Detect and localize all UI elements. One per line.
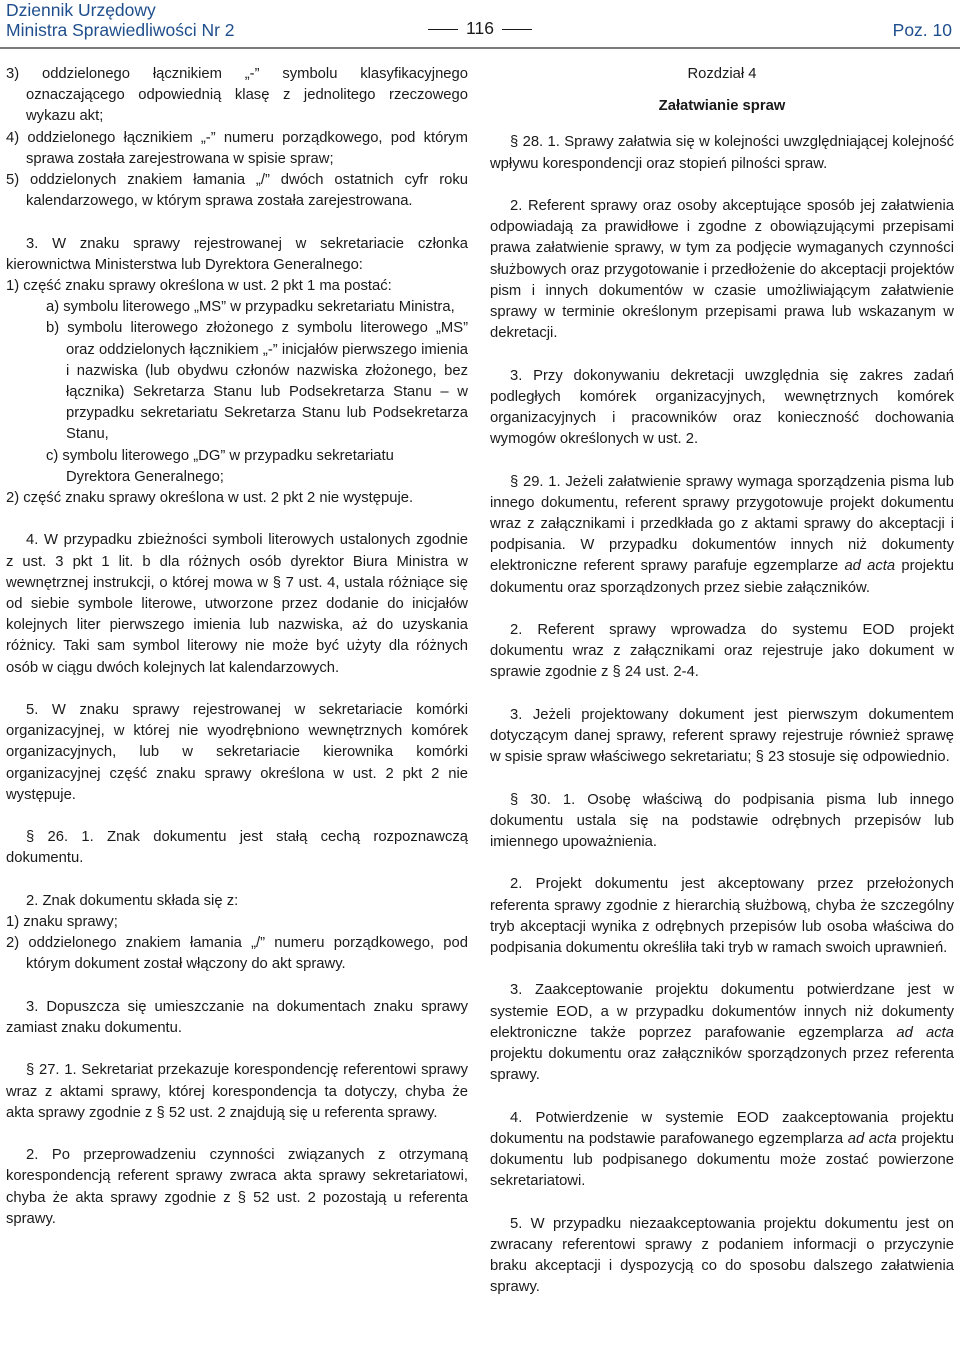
- journal-line-2: Ministra Sprawiedliwości Nr 2: [6, 20, 235, 40]
- lit-c: c) symbolu literowego „DG” w przypadku sekretariatu: [46, 447, 394, 464]
- chapter-title: Załatwianie spraw: [658, 98, 786, 115]
- page-number: 116: [466, 18, 494, 38]
- dash-left: [428, 29, 458, 30]
- par-27-2: 2. Po przeprowadzeniu czynności związanych z otrzymaną korespondencją referent sprawy zwraca akta sprawy sekretariatowi, chyba że akta sprawy zgodnie z § 52 ust. 2 pozostają u referenta sprawy.: [6, 1147, 468, 1227]
- par-26-2-pkt-2: 2) oddzielonego znakiem łamania „/” numeru porządkowego, pod którym dokument został włączony do akt sprawy.: [6, 935, 468, 973]
- par-29-1: [490, 472, 954, 599]
- par-30-1: § 30. 1. Osobę właściwą do podpisania pisma lub innego dokumentu ustala się na podstawie odrębnych przepisów lub imiennego upoważnienia.: [490, 791, 954, 851]
- par-29-1-text-a: § 29. 1. Jeżeli załatwienie sprawy wymaga sporządzenia pisma lub innego dokumentu, referent sprawy przygotowuje projekt dokumentu wraz z załącznikami i przedkłada go z aktami sprawy do akceptacji i podpisania. W przypadku dokumentów innych niż dokumenty elektroniczne referent sprawy parafuje egzemplarze: [490, 473, 954, 575]
- ad-acta-3: ad acta: [847, 1130, 897, 1147]
- par-27-1: § 27. 1. Sekretariat przekazuje korespondencję referentowi sprawy wraz z aktami sprawy, której korespondencja ta dotyczy, chyba że akta sprawy zgodnie z § 52 ust. 2 znajdują się u referenta sprawy.: [6, 1062, 468, 1121]
- par-30-3: [490, 980, 954, 1086]
- lit-b: b) symbolu literowego złożonego z symbolu literowego „MS” oraz oddzielonych łącznikiem „-” inicjałów pierwszego imienia i nazwiska (lub obydwu członów nazwiska złożonego, bez łącznika) Sekretarza Stanu lub Podsekretarza Stanu – w przypadku sekretariatu Sekretarza Stanu lub Podsekretarza Stanu,: [46, 320, 468, 443]
- ust-4: 4. W przypadku zbieżności symboli literowych ustalonych zgodnie z ust. 3 pkt 1 lit. b dla różnych osób dyrektor Biura Ministra w wewnętrznej instrukcji, o której mowa w § 7 ust. 4, ustala różniące się od siebie symbole literowe, utworzone przez dodanie do inicjałów kolejnych liter pierwszego imienia lub nazwiska, aż do uzyskania różnicy. Taki sam symbol literowy nie może być użyty dla różnych osób w ciągu dwóch kolejnych lat kalendarzowych.: [6, 532, 468, 676]
- ad-acta-1: ad acta: [844, 558, 896, 575]
- ust-5: 5. W znaku sprawy rejestrowanej w sekretariacie komórki organizacyjnej, w której nie wyodrębniono wewnętrznych komórek organizacyjnych, lub w sekretariacie kierownika komórki organizacyjnej część znaku sprawy określona w ust. 2 pkt 2 nie występuje.: [6, 702, 468, 803]
- item-5: 5) oddzielonych znakiem łamania „/” dwóch ostatnich cyfr roku kalendarzowego, w którym sprawa została zarejestrowana.: [6, 172, 468, 210]
- position-number: Poz. 10: [892, 20, 952, 40]
- item-4: 4) oddzielonego łącznikiem „-” numeru porządkowego, pod którym sprawa została zarejestrowana w spisie spraw;: [6, 129, 468, 167]
- left-column: [6, 64, 468, 1230]
- lit-a: a) symbolu literowego „MS” w przypadku sekretariatu Ministra,: [46, 299, 455, 316]
- par-28-1: § 28. 1. Sprawy załatwia się w kolejności uwzględniającej kolejność wpływu korespondencji oraz stopień pilności spraw.: [490, 134, 954, 172]
- ust-3-pkt-2: 2) część znaku sprawy określona w ust. 2 pkt 2 nie występuje.: [6, 490, 414, 507]
- par-30-5: 5. W przypadku niezaakceptowania projektu dokumentu jest on zwracany referentowi sprawy z podaniem informacji o przyczynie braku akceptacji i dyspozycją co do sposobu dalszego załatwienia sprawy.: [490, 1215, 954, 1296]
- par-30-4-text-b: projektu dokumentu lub podpisanego dokumentu może zostać powierzone sekretariatowi.: [490, 1130, 954, 1190]
- par-30-2: 2. Projekt dokumentu jest akceptowany przez przełożonych referenta sprawy zgodnie z hierarchią służbową, chyba że szczególny tryb akceptacji wynika z odrębnych przepisów lub osoba właściwa do podpisania dokumentu określiła taki tryb w ramach swoich uprawnień.: [490, 876, 954, 957]
- par-30-3-text-b: projektu dokumentu oraz załączników sporządzonych przez referenta sprawy.: [490, 1046, 954, 1084]
- chapter-label: Rozdział 4: [687, 66, 757, 82]
- ad-acta-2: ad acta: [896, 1024, 954, 1041]
- lit-c-cont: Dyrektora Generalnego;: [66, 468, 224, 485]
- par-28-3: 3. Przy dokonywaniu dekretacji uwzględnia się zakres zadań podległych komórek organizacyjnych, wewnętrznych komórek organizacyjnych i pracowników oraz konieczność dochowania wymogów określonych w ust. 2.: [490, 367, 954, 448]
- par-30-4: [490, 1108, 954, 1193]
- par-29-3: 3. Jeżeli projektowany dokument jest pierwszym dokumentem dotyczącym danej sprawy, referent sprawy rejestruje również sprawę w spisie spraw właściwego sekretariatu; § 23 stosuje się odpowiednio.: [490, 706, 954, 766]
- par-30-3-text-a: 3. Zaakceptowanie projektu dokumentu potwierdzane jest w systemie EOD, a w przypadku dokumentów innych niż dokumenty elektroniczne także poprzez parafowanie egzemplarza: [490, 982, 954, 1041]
- par-29-1-text-b: projektu dokumentu oraz sporządzonych przez siebie załączników.: [490, 558, 954, 596]
- right-column: [490, 64, 954, 1298]
- par-26-2-pkt-1: 1) znaku sprawy;: [6, 914, 118, 931]
- par-30-4-text-a: 4. Potwierdzenie w systemie EOD zaakceptowania projektu dokumentu na podstawie parafowanego egzemplarza: [490, 1109, 954, 1147]
- par-26-1: § 26. 1. Znak dokumentu jest stałą cechą rozpoznawczą dokumentu.: [6, 829, 468, 867]
- item-3: 3) oddzielonego łącznikiem „-” symbolu klasyfikacyjnego oznaczającego odpowiednią klasę z jednolitego rzeczowego wykazu akt;: [6, 66, 468, 125]
- ust-3: 3. W znaku sprawy rejestrowanej w sekretariacie członka kierownictwa Ministerstwa lub Dyrektora Generalnego:: [6, 235, 468, 273]
- journal-line-1: Dziennik Urzędowy: [6, 0, 156, 20]
- par-26-2: 2. Znak dokumentu składa się z:: [26, 892, 239, 909]
- par-29-2: 2. Referent sprawy wprowadza do systemu EOD projekt dokumentu wraz z załącznikami oraz rejestruje jako dokument w sprawie zgodnie z § 24 ust. 2-4.: [490, 622, 954, 681]
- header-rule: [0, 47, 960, 49]
- dash-right: [502, 29, 532, 30]
- page-header: [0, 0, 960, 48]
- ust-3-pkt-1: 1) część znaku sprawy określona w ust. 2 pkt 1 ma postać:: [6, 278, 392, 295]
- par-26-3: 3. Dopuszcza się umieszczanie na dokumentach znaku sprawy zamiast znaku dokumentu.: [6, 998, 468, 1037]
- page-number-block: [0, 18, 960, 39]
- par-28-2: 2. Referent sprawy oraz osoby akceptujące sposób jej załatwienia odpowiadają za prawidłowe i zgodne z obowiązującymi przepisami prawa załatwienie sprawy, w tym za podjęcie wymaganych czynności służbowych oraz przygotowanie i przedłożenie do akceptacji projektów pism i innych dokumentów w czasie umożliwiającym załatwienie sprawy w terminie określonym przepisami prawa lub wskazanym w dekretacji.: [490, 198, 954, 342]
